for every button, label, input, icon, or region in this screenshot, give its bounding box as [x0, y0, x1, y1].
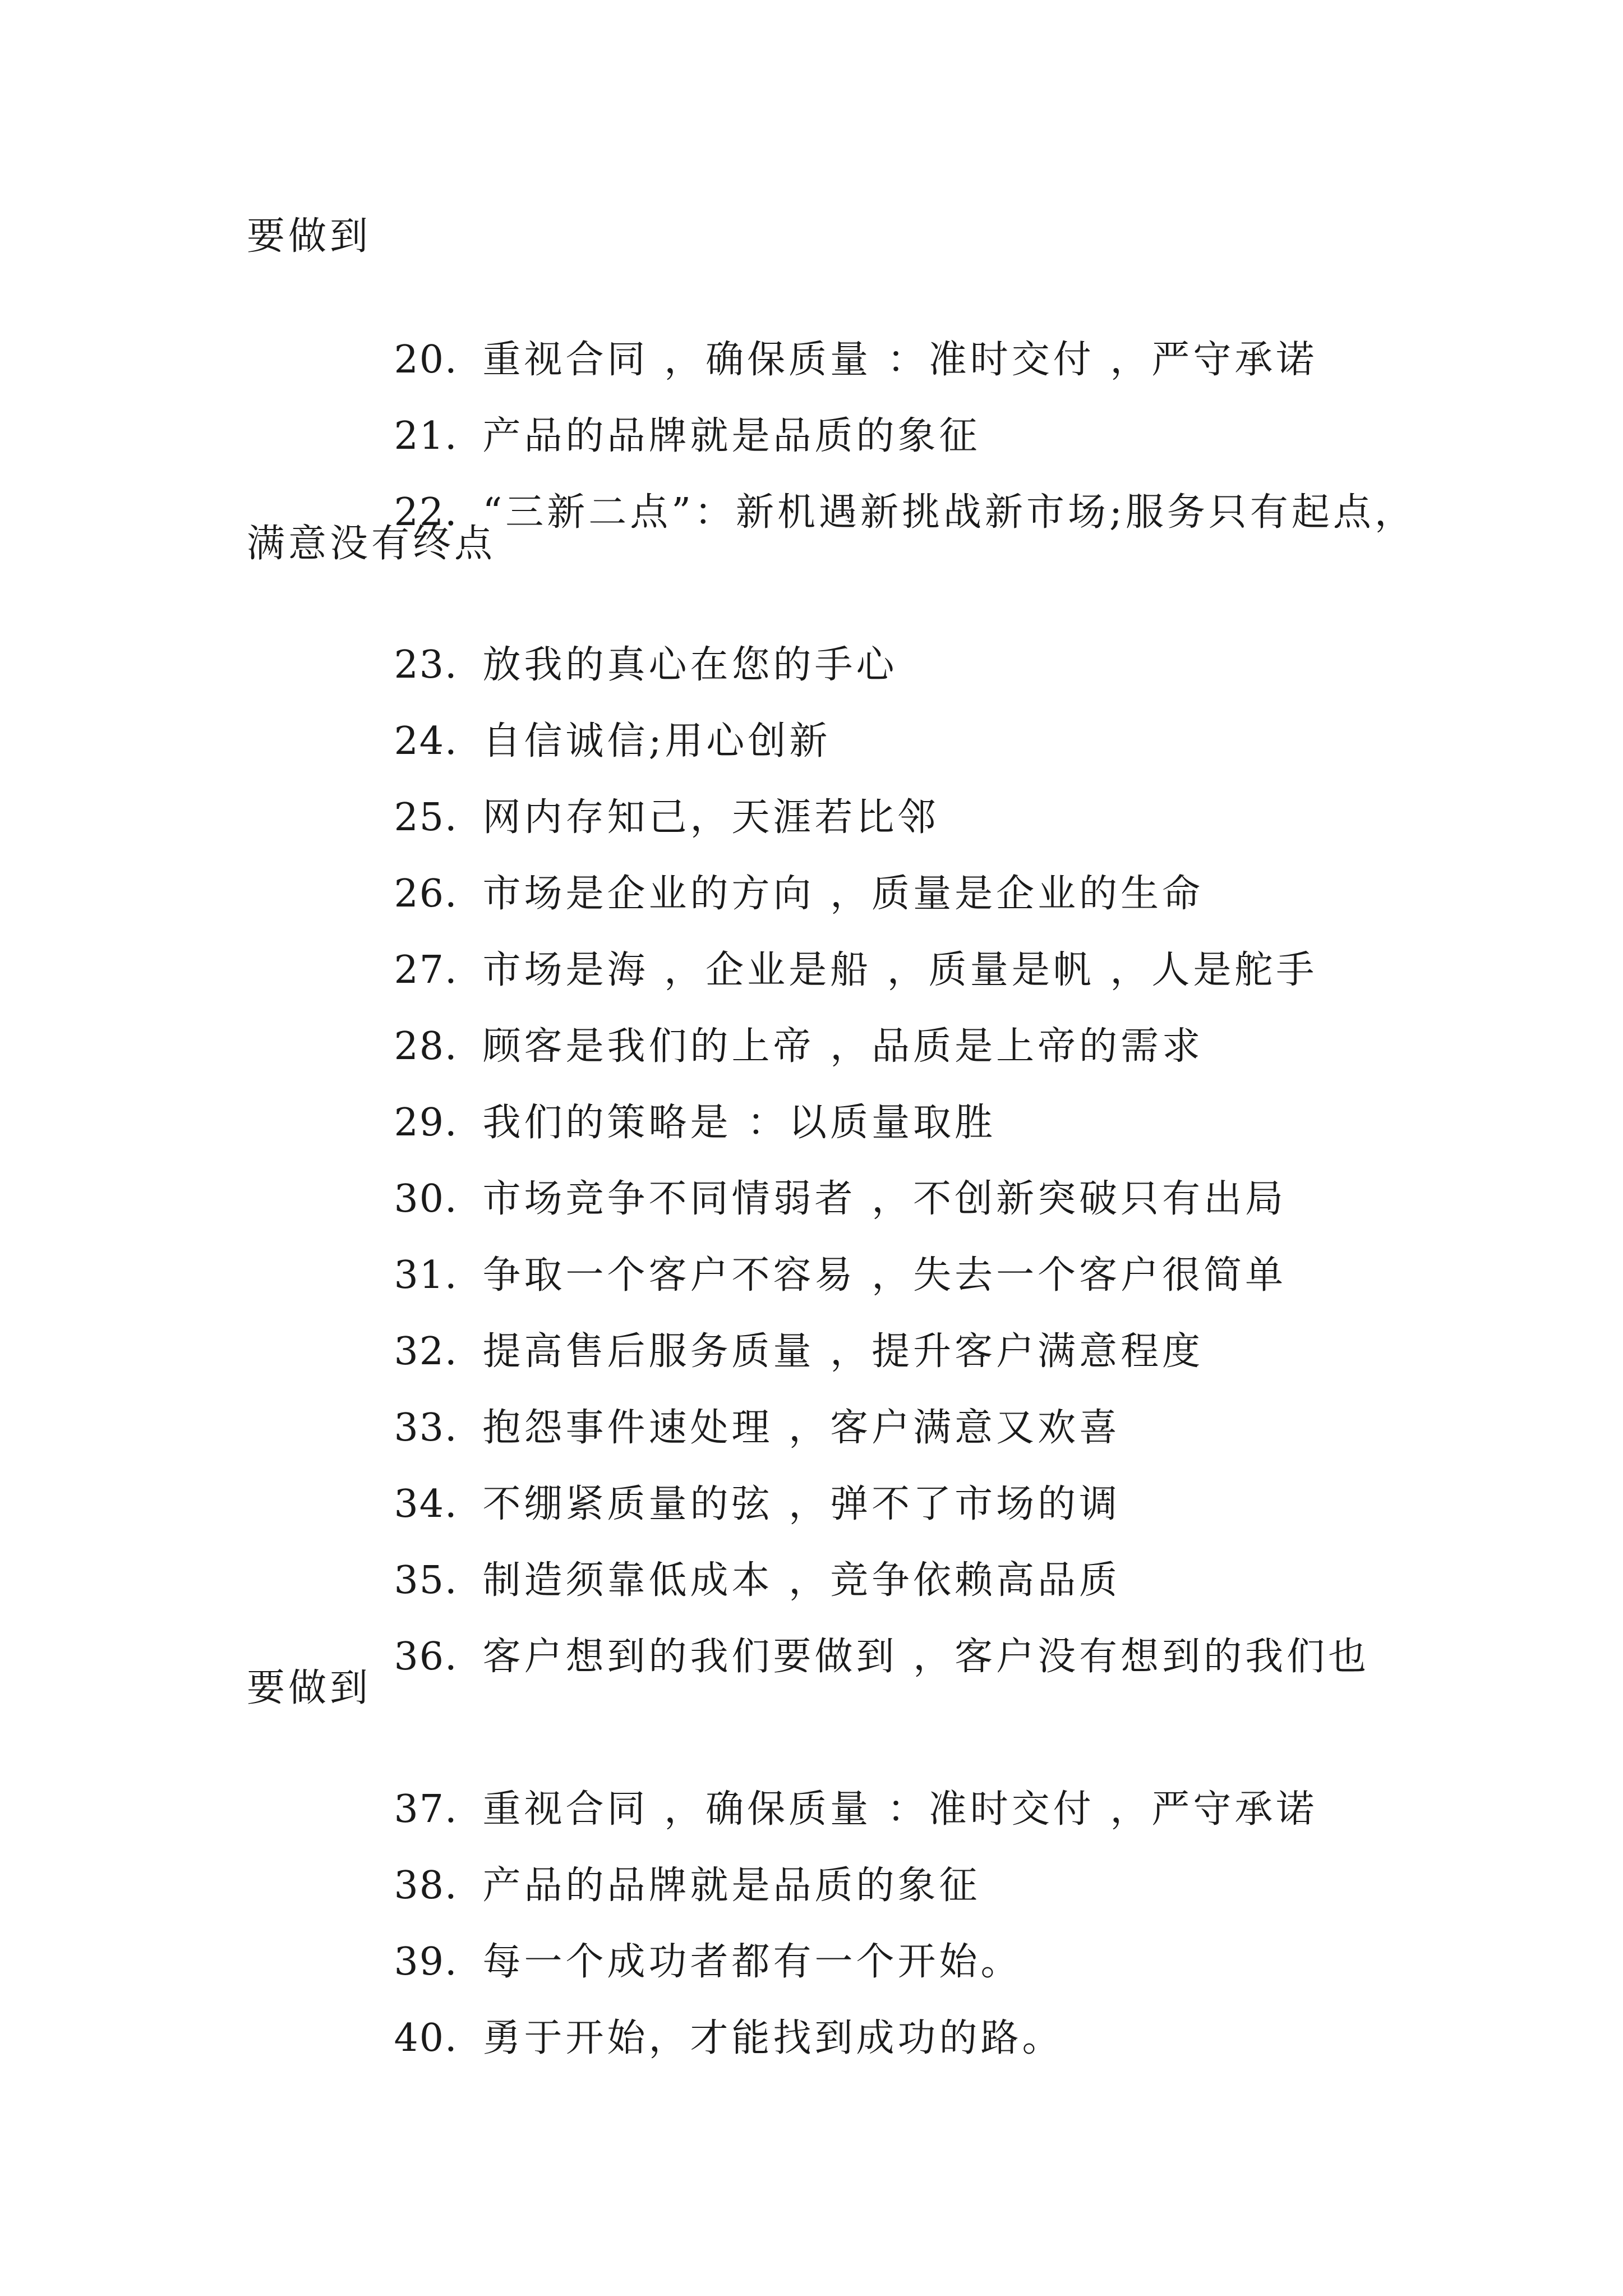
- item-text: 自信诚信;用心创新: [482, 719, 831, 763]
- item-text: 争取一个客户不容易 ，失去一个客户很简单: [482, 1253, 1287, 1297]
- item-text: 制造须靠低成本 ，竞争依赖高品质: [482, 1558, 1121, 1603]
- list-item-26: [332, 827, 1204, 916]
- list-item-38: [332, 1819, 981, 1908]
- item-number: 36.: [394, 1635, 458, 1679]
- item-number: 20.: [394, 338, 458, 382]
- list-item-22: [332, 445, 1416, 535]
- item-text: 客户想到的我们要做到 ，客户没有想到的我们也: [482, 1635, 1370, 1679]
- item-text: 放我的真心在您的手心: [482, 643, 898, 687]
- item-text: 市场竞争不同情弱者 ，不创新突破只有出局: [482, 1177, 1287, 1221]
- list-item-34: [332, 1437, 1121, 1526]
- item-text: “三新二点”：新机遇新挑战新市场;服务只有起点，: [482, 490, 1416, 535]
- list-item-40: [332, 1971, 1064, 2060]
- item-number: 29.: [394, 1101, 458, 1145]
- item-number: 26.: [394, 872, 458, 916]
- item-text: 网内存知己，天涯若比邻: [482, 795, 939, 840]
- item-number: 33.: [394, 1406, 458, 1450]
- list-item-39: [332, 1895, 1022, 1984]
- item-text: 产品的品牌就是品质的象征: [482, 1864, 981, 1908]
- item-text: 顾客是我们的上帝 ，品质是上帝的需求: [482, 1024, 1204, 1069]
- list-item-21: [332, 369, 981, 458]
- list-item-33: [332, 1361, 1121, 1450]
- list-item-28: [332, 979, 1204, 1069]
- item-text: 市场是海 ，企业是船 ，质量是帆 ，人是舵手: [482, 948, 1318, 992]
- item-number: 22.: [394, 490, 458, 535]
- item-number: 37.: [394, 1787, 458, 1832]
- list-item-36-continuation: 要做到: [247, 1666, 372, 1710]
- item-number: 34.: [394, 1482, 458, 1526]
- item-number: 28.: [394, 1024, 458, 1069]
- item-text: 勇于开始，才能找到成功的路。: [482, 2016, 1064, 2060]
- item-text: 产品的品牌就是品质的象征: [482, 414, 981, 458]
- continuation-line: 要做到: [247, 214, 372, 259]
- list-item-24: [332, 674, 831, 763]
- list-item-36: [332, 1590, 1370, 1679]
- item-number: 38.: [394, 1864, 458, 1908]
- item-text: 我们的策略是 ：以质量取胜: [482, 1101, 997, 1145]
- item-number: 32.: [394, 1329, 458, 1374]
- list-item-22-continuation: 满意没有终点: [247, 522, 496, 566]
- list-item-27: [332, 903, 1318, 992]
- list-item-30: [332, 1132, 1287, 1221]
- item-text: 提高售后服务质量 ，提升客户满意程度: [482, 1329, 1204, 1374]
- item-number: 40.: [394, 2016, 458, 2060]
- list-item-25: [332, 751, 939, 840]
- item-number: 30.: [394, 1177, 458, 1221]
- list-item-29: [332, 1056, 997, 1145]
- item-number: 31.: [394, 1253, 458, 1297]
- list-item-20: [332, 293, 1318, 382]
- item-text: 重视合同 ，确保质量 ：准时交付 ，严守承诺: [482, 338, 1318, 382]
- item-number: 27.: [394, 948, 458, 992]
- list-item-31: [332, 1208, 1287, 1297]
- item-number: 39.: [394, 1940, 458, 1984]
- list-item-32: [332, 1285, 1204, 1374]
- list-item-23: [332, 598, 898, 687]
- item-text: 重视合同 ，确保质量 ：准时交付 ，严守承诺: [482, 1787, 1318, 1832]
- item-text: 市场是企业的方向 ，质量是企业的生命: [482, 872, 1204, 916]
- list-item-35: [332, 1513, 1121, 1603]
- item-number: 24.: [394, 719, 458, 763]
- item-text: 不绷紧质量的弦 ，弹不了市场的调: [482, 1482, 1121, 1526]
- item-number: 25.: [394, 795, 458, 840]
- item-number: 35.: [394, 1558, 458, 1603]
- list-item-37: [332, 1742, 1318, 1832]
- item-text: 抱怨事件速处理 ，客户满意又欢喜: [482, 1406, 1121, 1450]
- item-number: 23.: [394, 643, 458, 687]
- item-text: 每一个成功者都有一个开始。: [482, 1940, 1022, 1984]
- item-number: 21.: [394, 414, 458, 458]
